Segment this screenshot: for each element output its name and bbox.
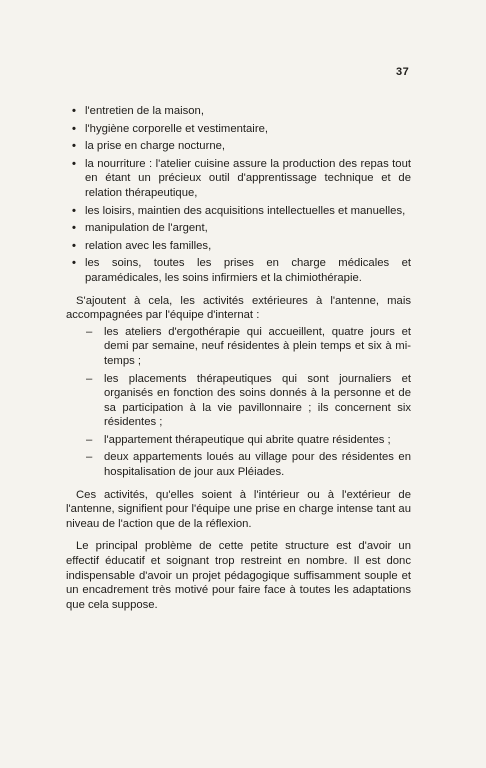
dash-icon: – xyxy=(86,451,93,464)
list-item: – l'appartement thérapeutique qui abrite quatre résidentes ; xyxy=(86,433,391,446)
page-body xyxy=(66,104,411,612)
paragraph-external-activities: S'ajoutent à cela, les activités extérieures à l'antenne, mais accompagnées par l'équipe d'internat : xyxy=(66,294,411,322)
dash-icon: – xyxy=(86,372,93,385)
list-item: – les placements thérapeutiques qui sont journaliers et organisés en fonction des soins donnés à la personne et de sa participation à la vie pavillonnaire ; ils concernent six résidentes ; xyxy=(86,372,411,429)
list-item: • manipulation de l'argent, xyxy=(72,222,208,235)
bullet-icon: • xyxy=(72,140,76,153)
bullet-icon: • xyxy=(72,239,76,252)
bullet-icon: • xyxy=(72,257,76,270)
bullet-icon: • xyxy=(72,105,76,117)
bullet-icon: • xyxy=(72,157,76,170)
list-item: • relation avec les familles, xyxy=(72,239,212,252)
activities-list xyxy=(66,104,411,286)
external-activities-list xyxy=(66,325,411,480)
page-number: 37 xyxy=(396,66,410,78)
dash-icon: – xyxy=(86,433,93,446)
bullet-icon: • xyxy=(72,222,76,235)
list-item: • l'hygiène corporelle et vestimentaire, xyxy=(72,122,269,135)
list-item: • la nourriture : l'atelier cuisine assure la production des repas tout en étant un précieux outil d'apprentissage technique et de relation thérapeutique, xyxy=(72,157,411,199)
paragraph-staffing: Le principal problème de cette petite structure est d'avoir un effectif éducatif et soignant trop restreint en nombre. Il est donc indispensable d'avoir un projet pédagogique suffisamment souple et un encadrement très motivé pour faire face à toutes les adaptations que cela suppose. xyxy=(66,540,411,611)
bullet-icon: • xyxy=(72,204,76,217)
list-item: – deux appartements loués au village pour des résidentes en hospitalisation de jour aux Pléiades. xyxy=(86,451,411,479)
bullet-icon: • xyxy=(72,122,76,135)
list-item: – les ateliers d'ergothérapie qui accueillent, quatre jours et demi par semaine, neuf résidentes à plein temps et six à mi-temps ; xyxy=(86,325,411,367)
list-item: • l'entretien de la maison, xyxy=(72,105,204,117)
paragraph-intensity: Ces activités, qu'elles soient à l'intérieur ou à l'extérieur de l'antenne, signifient pour l'équipe une prise en charge intense tant au niveau de l'action que de la réflexion. xyxy=(66,488,411,530)
list-item: • les soins, toutes les prises en charge médicales et paramédicales, les soins infirmiers et la chimiothérapie. xyxy=(72,257,411,284)
dash-icon: – xyxy=(86,325,93,338)
list-item: • les loisirs, maintien des acquisitions intellectuelles et manuelles, xyxy=(72,204,406,217)
list-item: • la prise en charge nocturne, xyxy=(72,140,226,153)
